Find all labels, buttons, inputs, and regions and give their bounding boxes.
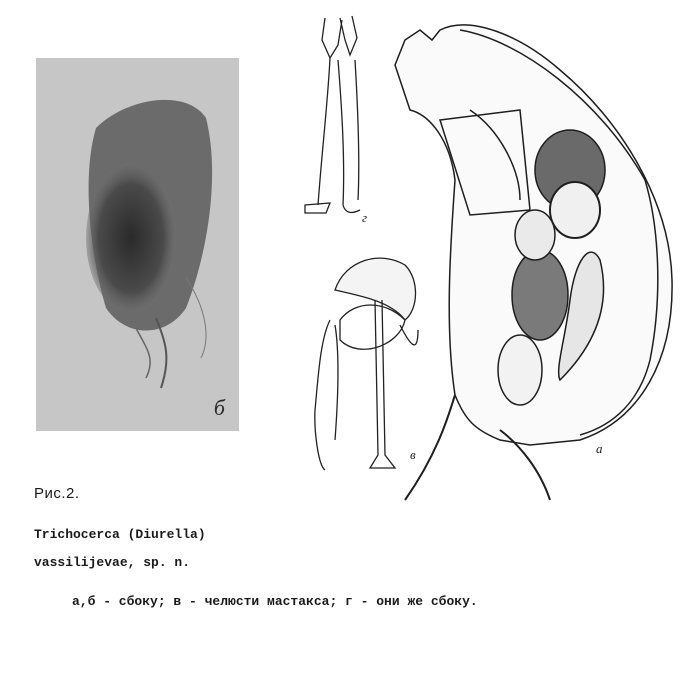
panel-label-b: б bbox=[213, 395, 225, 420]
species-name-line1: Trichocerca (Diurella) bbox=[34, 527, 206, 542]
panel-label-v: в bbox=[410, 447, 416, 462]
panel-label-a: а bbox=[596, 441, 603, 456]
species-name-line2: vassilijevae, sp. n. bbox=[34, 555, 191, 570]
panel-label-g: г bbox=[362, 210, 368, 225]
drawing-jaws-mastax bbox=[315, 258, 418, 470]
drawing-jaws-side bbox=[305, 16, 360, 213]
figure-legend: а,б - сбоку; в - челюсти мастакса; г - они же сбоку. bbox=[72, 594, 478, 609]
drawing-body-lateral bbox=[395, 25, 672, 500]
figure-number: Рис.2. bbox=[34, 485, 80, 502]
